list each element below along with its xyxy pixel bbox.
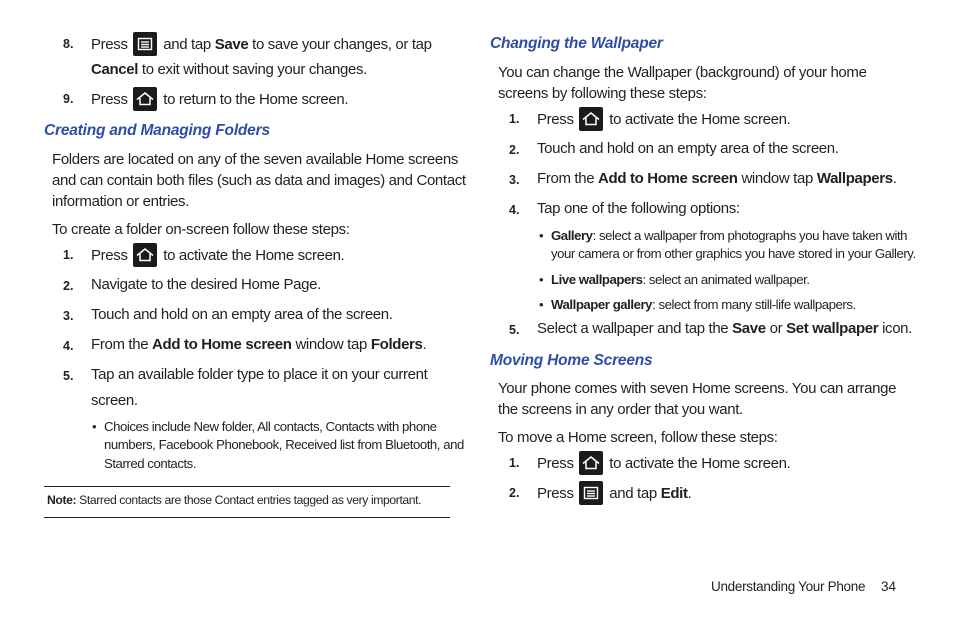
home-key-icon xyxy=(579,451,603,475)
step-number: 4. xyxy=(63,339,74,353)
step-text-continued: screen. xyxy=(91,392,138,409)
section-heading: Changing the Wallpaper xyxy=(490,35,663,52)
bullet-text: Live wallpapers: select an animated wallpaper. xyxy=(551,272,810,287)
step-text: Press to activate the Home screen. xyxy=(537,108,790,132)
paragraph-line: To create a folder on-screen follow these steps: xyxy=(52,221,350,238)
home-key-icon xyxy=(133,243,157,267)
home-key-icon xyxy=(579,107,603,131)
step-text: Press and tap Edit. xyxy=(537,482,691,506)
step-text: Press to activate the Home screen. xyxy=(91,244,344,268)
step-text: From the Add to Home screen window tap Folders. xyxy=(91,336,427,353)
paragraph-line: You can change the Wallpaper (background) of your home xyxy=(498,64,867,81)
step-text: Tap an available folder type to place it on your current xyxy=(91,366,428,383)
step-number: 4. xyxy=(509,203,520,217)
paragraph-line: screens by following these steps: xyxy=(498,85,707,102)
step-text: From the Add to Home screen window tap Wallpapers. xyxy=(537,170,897,187)
home-key-icon xyxy=(133,87,157,111)
bullet: • xyxy=(539,228,544,243)
bullet-text: numbers, Facebook Phonebook, Received list from Bluetooth, and xyxy=(104,437,464,452)
note-top-rule xyxy=(44,486,450,487)
step-text: Touch and hold on an empty area of the screen. xyxy=(537,140,839,157)
step-text: Touch and hold on an empty area of the screen. xyxy=(91,306,393,323)
step-text: Press and tap Save to save your changes, or tap xyxy=(91,33,432,57)
bullet-text: your camera or from other graphics you have stored in your Gallery. xyxy=(551,246,916,261)
step-number: 3. xyxy=(509,173,520,187)
paragraph-line: Folders are located on any of the seven available Home screens xyxy=(52,151,459,168)
paragraph-line: the screens in any order that you want. xyxy=(498,401,743,418)
step-text: Press to activate the Home screen. xyxy=(537,452,790,476)
bullet: • xyxy=(539,272,544,287)
step-text: Press to return to the Home screen. xyxy=(91,88,348,112)
step-text: Tap one of the following options: xyxy=(537,200,740,217)
menu-key-icon xyxy=(579,481,603,505)
step-number: 2. xyxy=(509,143,520,157)
step-text-continued: Cancel to exit without saving your changes. xyxy=(91,61,367,78)
step-number: 9. xyxy=(63,92,74,106)
note: Note: Starred contacts are those Contact entries tagged as very important. xyxy=(47,493,422,507)
step-number: 2. xyxy=(63,279,74,293)
paragraph-line: information or entries. xyxy=(52,193,190,210)
bullet: • xyxy=(539,297,544,312)
note-bottom-rule xyxy=(44,517,450,518)
bullet-text: Wallpaper gallery: select from many still-life wallpapers. xyxy=(551,297,856,312)
bullet-text: Choices include New folder, All contacts, Contacts with phone xyxy=(104,419,437,434)
step-number: 2. xyxy=(509,486,520,500)
step-number: 1. xyxy=(509,112,520,126)
step-number: 3. xyxy=(63,309,74,323)
paragraph-line: Your phone comes with seven Home screens. You can arrange xyxy=(498,380,897,397)
bullet: • xyxy=(92,419,97,434)
step-number: 5. xyxy=(509,323,520,337)
step-number: 1. xyxy=(509,456,520,470)
paragraph-line: and can contain both files (such as data and images) and Contact xyxy=(52,172,466,189)
step-text: Select a wallpaper and tap the Save or Set wallpaper icon. xyxy=(537,320,912,337)
page-number: 34 xyxy=(881,579,897,594)
menu-key-icon xyxy=(133,32,157,56)
footer-section-title: Understanding Your Phone xyxy=(711,579,866,594)
section-heading: Moving Home Screens xyxy=(490,352,653,369)
bullet-text: Starred contacts. xyxy=(104,456,197,471)
step-number: 5. xyxy=(63,369,74,383)
step-number: 1. xyxy=(63,248,74,262)
paragraph-line: To move a Home screen, follow these steps: xyxy=(498,429,778,446)
section-heading: Creating and Managing Folders xyxy=(44,122,270,139)
step-number: 8. xyxy=(63,37,74,51)
step-text: Navigate to the desired Home Page. xyxy=(91,276,321,293)
bullet-text: Gallery: select a wallpaper from photographs you have taken with xyxy=(551,228,908,243)
